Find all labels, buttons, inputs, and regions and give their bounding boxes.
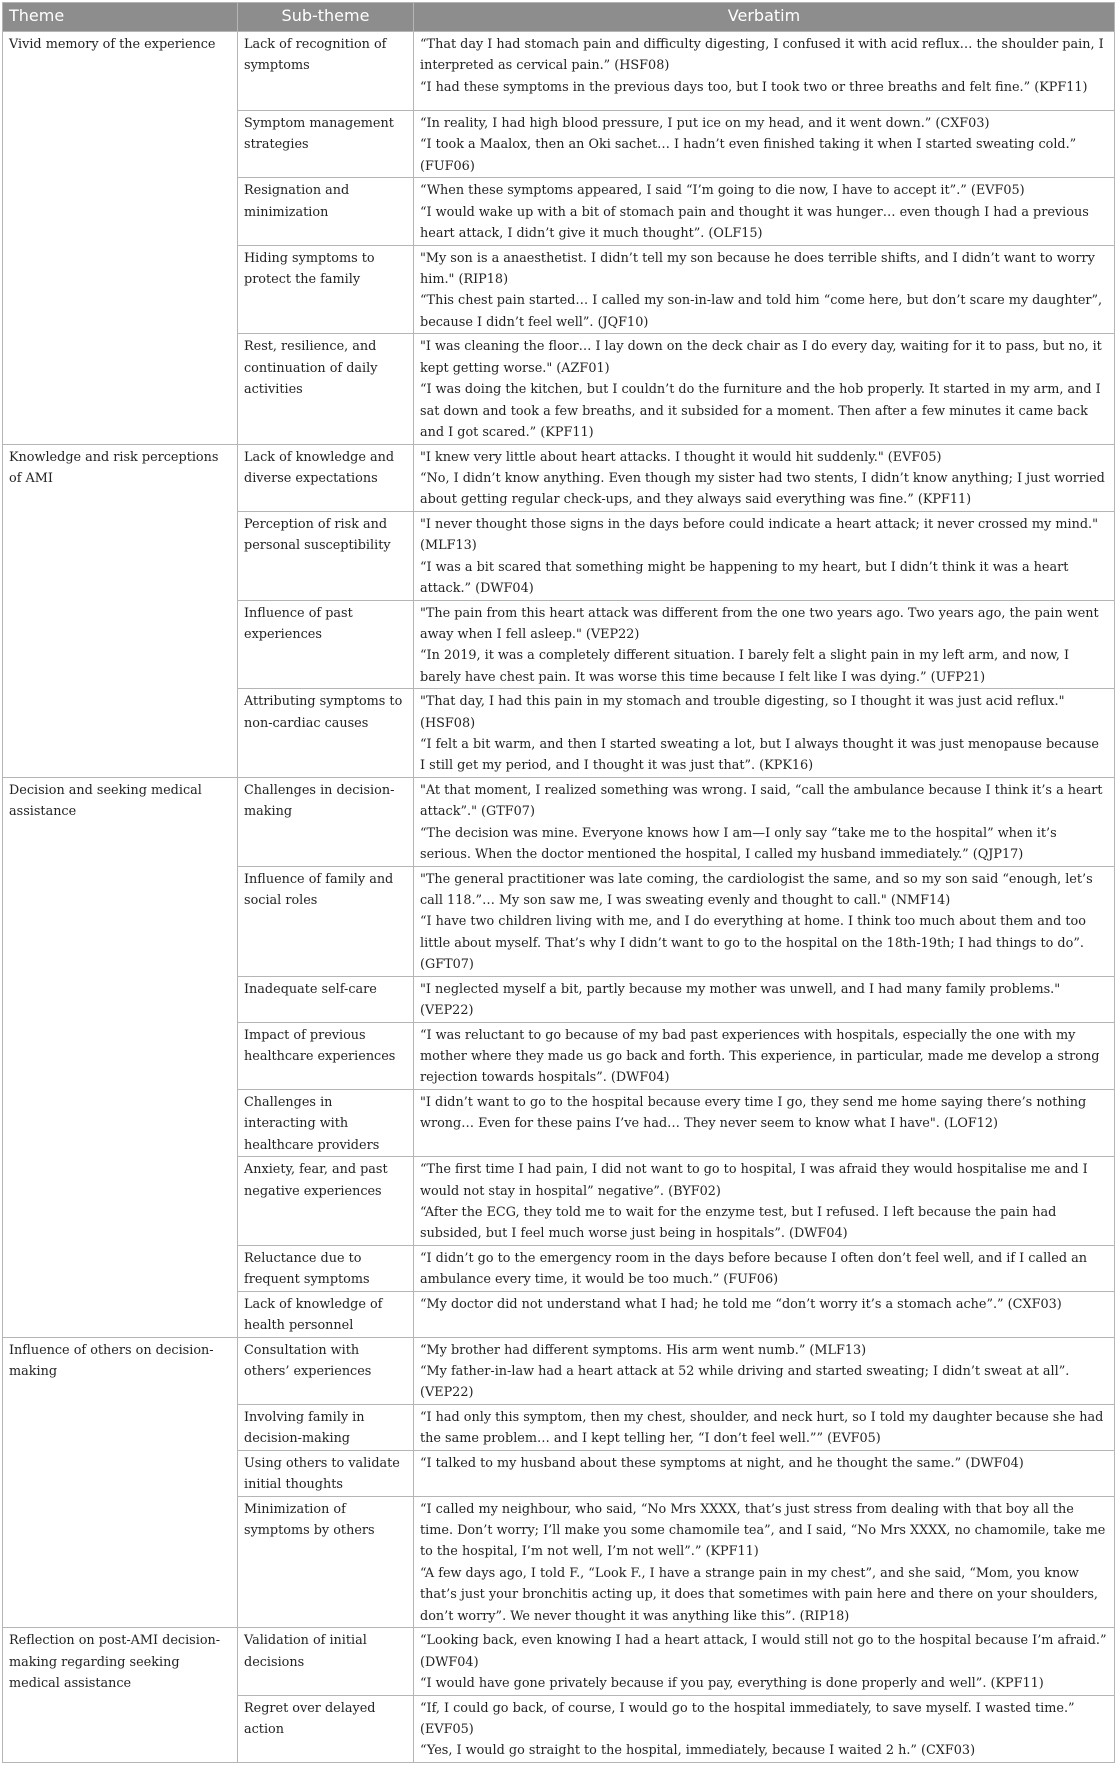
verbatim-cell [414, 111, 1115, 178]
verbatim-quote: “I talked to my husband about these symptoms at night, and he thought the same.” (DWF04) [420, 1455, 1024, 1471]
verbatim-quote: “The decision was mine. Everyone knows how I am—I only say “take me to the hospital” when it’s serious. When the doctor mentioned the hospital, I called my husband immediately.” (QJP17) [420, 825, 1057, 863]
sub-theme-cell: Consultation with others’ experiences [238, 1337, 414, 1404]
verbatim-quote: “I called my neighbour, who said, “No Mrs XXXX, that’s just stress from dealing with that boy all the time. Don’t worry; I’ll make you some chamomile tea”, and I said, “No Mrs XXXX, no chamomile, take me to the hospital, I’m not well, I’m not well”.” (KPF11) [420, 1501, 1106, 1560]
verbatim-cell [414, 178, 1115, 245]
header-theme: Theme [3, 3, 238, 32]
verbatim-quote: “I have two children living with me, and I do everything at home. I think too much about them and too little about myself. That’s why I didn’t want to go to the hospital on the 18th-19th; I had things to do”. (GFT07) [420, 914, 1086, 973]
verbatim-quote: “If, I could go back, of course, I would go to the hospital immediately, to save myself. I wasted time.” (EVF05) [420, 1700, 1075, 1737]
verbatim-cell [414, 1404, 1115, 1450]
verbatim-cell [414, 1291, 1115, 1337]
table-row [3, 444, 1115, 511]
verbatim-quote: “In 2019, it was a completely different situation. I barely felt a slight pain in my left arm, and now, I barely have chest pain. It was worse this time because I felt like I was dying.” (UFP21) [420, 648, 1069, 685]
verbatim-quote: “I took a Maalox, then an Oki sachet… I hadn’t even finished taking it when I started sweating cold.” (FUF06) [420, 137, 1077, 174]
verbatim-cell [414, 32, 1115, 111]
verbatim-quote: "The general practitioner was late coming, the cardiologist the same, and so my son said “enough, let’s call 118.”… My son saw me, I was sweating evenly and thought to call." (NMF14) [420, 871, 1093, 909]
verbatim-quote: “I would wake up with a bit of stomach pain and thought it was hunger… even though I had a previous heart attack, I didn’t give it much thought”. (OLF15) [420, 204, 1089, 242]
sub-theme-cell: Symptom management strategies [238, 111, 414, 178]
sub-theme-cell: Involving family in decision-making [238, 1404, 414, 1450]
theme-cell: Knowledge and risk perceptions of AMI [3, 444, 238, 777]
sub-theme-cell: Influence of family and social roles [238, 866, 414, 976]
table-row [3, 1337, 1115, 1404]
verbatim-quote: “I felt a bit warm, and then I started sweating a lot, but I always thought it was just menopause because I still get my period, and I thought it was just that”. (KPK16) [420, 737, 1099, 774]
verbatim-quote: “I was reluctant to go because of my bad past experiences with hospitals, especially the one with my mother where they made us go back and forth. This experience, in particular, made me develop a strong rejection towards hospitals”. (DWF04) [420, 1027, 1100, 1086]
sub-theme-cell: Reluctance due to frequent symptoms [238, 1245, 414, 1291]
sub-theme-cell: Rest, resilience, and continuation of daily activities [238, 334, 414, 444]
verbatim-quote: “Looking back, even knowing I had a heart attack, I would still not go to the hospital because I’m afraid.” (DWF04) [420, 1633, 1107, 1670]
verbatim-quote: “A few days ago, I told F., “Look F., I have a strange pain in my chest”, and she said, “Mom, you know that’s just your bronchitis acting up, it does that sometimes with pain here and there on your shoulders, don’t worry”. We never thought it was anything like this”. (RIP18) [420, 1565, 1099, 1624]
sub-theme-cell: Influence of past experiences [238, 600, 414, 689]
verbatim-quote: “That day I had stomach pain and difficulty digesting, I confused it with acid reflux… the shoulder pain, I interpreted as cervical pain.” (HSF08) [420, 37, 1104, 74]
verbatim-cell [414, 1450, 1115, 1496]
verbatim-quote: “My doctor did not understand what I had; he told me “don’t worry it’s a stomach ache”.” (CXF03) [420, 1296, 1062, 1312]
verbatim-quote: “I was a bit scared that something might be happening to my heart, but I didn’t think it was a heart attack.” (DWF04) [420, 559, 1069, 596]
theme-cell: Vivid memory of the experience [3, 32, 238, 445]
table-row [3, 32, 1115, 111]
sub-theme-cell: Anxiety, fear, and past negative experiences [238, 1157, 414, 1246]
sub-theme-cell: Using others to validate initial thoughts [238, 1450, 414, 1496]
sub-theme-cell: Lack of knowledge of health personnel [238, 1291, 414, 1337]
verbatim-cell [414, 1337, 1115, 1404]
verbatim-quote: “I would have gone privately because if you pay, everything is done properly and well”. (KPF11) [420, 1676, 1044, 1692]
verbatim-quote: “The first time I had pain, I did not want to go to hospital, I was afraid they would hospitalise me and I would not stay in hospital” negative”. (BYF02) [420, 1162, 1088, 1199]
verbatim-quote: “I had only this symptom, then my chest, shoulder, and neck hurt, so I told my daughter because she had the same problem… and I kept telling her, “I don’t feel well.”” (EVF05) [420, 1409, 1104, 1447]
sub-theme-cell: Validation of initial decisions [238, 1628, 414, 1695]
verbatim-quote: "I was cleaning the floor… I lay down on the deck chair as I do every day, waiting for it to pass, but no, it kept getting worse." (AZF01) [420, 339, 1102, 376]
verbatim-quote: “I had these symptoms in the previous days too, but I took two or three breaths and felt fine.” (KPF11) [420, 79, 1088, 95]
verbatim-quote: "I never thought those signs in the days before could indicate a heart attack; it never crossed my mind." (MLF13) [420, 516, 1098, 554]
verbatim-cell [414, 444, 1115, 511]
theme-cell: Reflection on post-AMI decision-making regarding seeking medical assistance [3, 1628, 238, 1763]
sub-theme-cell: Perception of risk and personal susceptibility [238, 511, 414, 600]
verbatim-cell [414, 334, 1115, 444]
sub-theme-cell: Challenges in interacting with healthcare providers [238, 1089, 414, 1156]
sub-theme-cell: Impact of previous healthcare experiences [238, 1022, 414, 1089]
verbatim-quote: “In reality, I had high blood pressure, I put ice on my head, and it went down.” (CXF03) [420, 116, 990, 132]
verbatim-cell [414, 1695, 1115, 1762]
verbatim-quote: “When these symptoms appeared, I said “I’m going to die now, I have to accept it”.” (EVF05) [420, 183, 1025, 199]
verbatim-quote: "I neglected myself a bit, partly because my mother was unwell, and I had many family problems." (VEP22) [420, 981, 1061, 1019]
verbatim-cell [414, 1245, 1115, 1291]
verbatim-cell [414, 689, 1115, 778]
theme-cell: Decision and seeking medical assistance [3, 777, 238, 1337]
sub-theme-cell: Attributing symptoms to non-cardiac causes [238, 689, 414, 778]
verbatim-cell [414, 600, 1115, 689]
sub-theme-cell: Resignation and minimization [238, 178, 414, 245]
verbatim-cell [414, 1496, 1115, 1628]
verbatim-cell [414, 245, 1115, 334]
verbatim-cell [414, 1089, 1115, 1156]
table-body [3, 32, 1115, 1763]
header-row [3, 3, 1115, 32]
verbatim-cell [414, 511, 1115, 600]
sub-theme-cell: Inadequate self-care [238, 976, 414, 1022]
sub-theme-cell: Lack of recognition of symptoms [238, 32, 414, 111]
sub-theme-cell: Hiding symptoms to protect the family [238, 245, 414, 334]
sub-theme-cell: Regret over delayed action [238, 1695, 414, 1762]
verbatim-quote: “I didn’t go to the emergency room in the days before because I often don’t feel well, and if I called an ambulance every time, it would be too much.” (FUF06) [420, 1250, 1087, 1288]
verbatim-quote: "I didn’t want to go to the hospital because every time I go, they send me home saying there’s nothing wrong… Even for these pains I’ve had… They never seem to know what I have". (LOF12) [420, 1094, 1087, 1132]
themes-table [2, 2, 1115, 1763]
verbatim-quote: “No, I didn’t know anything. Even though my sister had two stents, I didn’t know anything; I just worried about getting regular check-ups, and they always said everything was fine.” (KPF11) [420, 470, 1105, 508]
sub-theme-cell: Minimization of symptoms by others [238, 1496, 414, 1628]
verbatim-cell [414, 866, 1115, 976]
verbatim-quote: “After the ECG, they told me to wait for the enzyme test, but I refused. I left because the pain had subsided, but I feel much worse just being in hospitals”. (DWF04) [420, 1205, 1057, 1242]
table-row [3, 1628, 1115, 1695]
header-sub-theme: Sub-theme [238, 3, 414, 32]
verbatim-cell [414, 1022, 1115, 1089]
verbatim-cell [414, 777, 1115, 866]
sub-theme-cell: Lack of knowledge and diverse expectations [238, 444, 414, 511]
verbatim-quote: “My father-in-law had a heart attack at 52 while driving and started sweating; I didn’t sweat at all”. (VEP22) [420, 1364, 1070, 1401]
verbatim-quote: “I was doing the kitchen, but I couldn’t do the furniture and the hob properly. It started in my arm, and I sat down and took a few breaths, and it subsided for a moment. Then after a few minutes it came back and I got scared.” (KPF11) [420, 382, 1101, 440]
sub-theme-cell: Challenges in decision-making [238, 777, 414, 866]
verbatim-quote: "At that moment, I realized something was wrong. I said, “call the ambulance because I think it’s a heart attack”." (GTF07) [420, 782, 1103, 820]
verbatim-quote: "The pain from this heart attack was different from the one two years ago. Two years ago, the pain went away when I fell asleep." (VEP22) [420, 605, 1099, 642]
header-verbatim: Verbatim [414, 3, 1115, 32]
verbatim-cell [414, 1157, 1115, 1246]
theme-cell: Influence of others on decision-making [3, 1337, 238, 1628]
verbatim-quote: “This chest pain started… I called my son-in-law and told him “come here, but don’t scare my daughter”, because I didn’t feel well”. (JQF10) [420, 293, 1103, 330]
verbatim-quote: "I knew very little about heart attacks. I thought it would hit suddenly." (EVF05) [420, 449, 942, 465]
verbatim-quote: “Yes, I would go straight to the hospital, immediately, because I waited 2 h.” (CXF03) [420, 1743, 976, 1759]
verbatim-quote: "That day, I had this pain in my stomach and trouble digesting, so I thought it was just acid reflux." (HSF08) [420, 694, 1065, 731]
table-row [3, 777, 1115, 866]
verbatim-cell [414, 1628, 1115, 1695]
verbatim-quote: "My son is a anaesthetist. I didn’t tell my son because he does terrible shifts, and I didn’t want to worry him." (RIP18) [420, 250, 1095, 288]
verbatim-cell [414, 976, 1115, 1022]
verbatim-quote: “My brother had different symptoms. His arm went numb.” (MLF13) [420, 1342, 867, 1358]
